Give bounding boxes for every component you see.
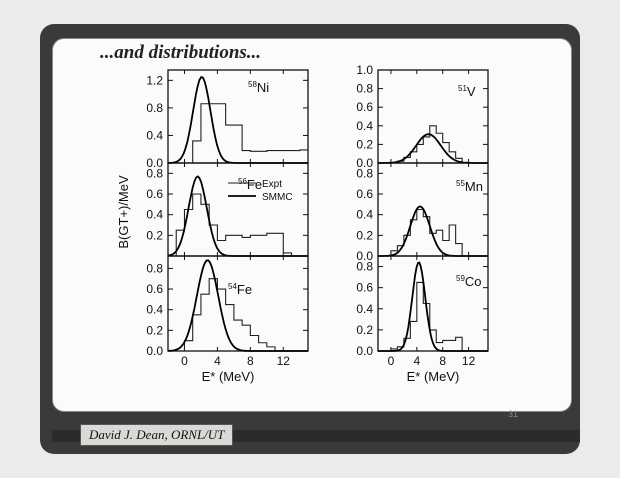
x-axis-label: E* (MeV) — [201, 369, 255, 384]
legend-expt-label: Expt — [262, 179, 283, 190]
y-tick-label: 0.4 — [146, 128, 163, 143]
y-tick-label: 0.8 — [356, 166, 373, 181]
y-tick-label: 0.0 — [356, 344, 373, 358]
y-tick-label: 0.4 — [146, 302, 163, 317]
plot-56Fe — [146, 163, 308, 256]
nucleus-label: $^{59}$Co — [456, 274, 482, 289]
smmc-curve — [378, 134, 488, 163]
x-tick-label: 12 — [461, 354, 476, 368]
y-tick-label: 0.8 — [356, 259, 373, 274]
x-tick-label: 8 — [439, 354, 447, 368]
plot-55Mn — [356, 163, 488, 263]
y-tick-label: 0.6 — [356, 187, 373, 201]
page-number: 31 — [508, 409, 519, 419]
x-tick-label: 0 — [387, 354, 395, 368]
plot-frame — [378, 256, 488, 351]
y-tick-label: 0.4 — [146, 207, 163, 222]
y-tick-label: 0.2 — [146, 323, 163, 338]
plot-54Fe — [146, 256, 308, 384]
x-tick-label: 12 — [276, 354, 290, 368]
y-tick-label: 0.6 — [146, 187, 163, 201]
y-tick-label: 0.8 — [356, 81, 373, 96]
y-tick-label: 1.2 — [146, 73, 163, 88]
x-tick-label: 4 — [413, 354, 421, 368]
y-tick-label: 0.4 — [356, 118, 373, 133]
expt-histogram — [391, 282, 462, 351]
slide-title: ...and distributions... — [100, 42, 262, 63]
y-tick-label: 0.6 — [356, 280, 373, 295]
y-tick-label: 1.0 — [356, 63, 373, 77]
nucleus-label: $^{55}$Mn — [456, 179, 483, 194]
footer-author: David J. Dean, ORNL/UT — [80, 424, 233, 446]
x-tick-label: 8 — [247, 354, 254, 368]
plot-58Ni — [146, 70, 308, 170]
y-tick-label: 0.6 — [356, 100, 373, 115]
y-axis-label: B(GT+)/MeV — [116, 175, 131, 249]
expt-histogram — [176, 194, 291, 256]
y-tick-label: 0.8 — [146, 166, 163, 181]
smmc-curve — [168, 176, 308, 256]
y-tick-label: 0.0 — [146, 344, 163, 358]
x-axis-label: E* (MeV) — [406, 369, 460, 384]
plot-59Co — [356, 256, 488, 384]
y-tick-label: 0.6 — [146, 282, 163, 297]
y-tick-label: 0.4 — [356, 207, 373, 222]
y-tick-label: 0.0 — [356, 249, 373, 263]
smmc-curve — [378, 207, 488, 257]
y-tick-label: 0.2 — [146, 228, 163, 243]
nucleus-label: $^{56}$Fe — [238, 177, 263, 192]
y-tick-label: 0.0 — [146, 156, 163, 170]
y-tick-label: 0.2 — [356, 137, 373, 152]
nucleus-label: $^{58}$Ni — [248, 80, 270, 95]
legend-smmc-label: SMMC — [262, 192, 293, 203]
plot-frame — [168, 256, 308, 351]
y-tick-label: 0.2 — [356, 228, 373, 243]
y-tick-label: 0.4 — [356, 301, 373, 316]
plot-51V — [356, 63, 488, 170]
plot-frame — [168, 70, 308, 163]
x-tick-label: 4 — [214, 354, 221, 368]
y-tick-label: 0.0 — [356, 156, 373, 170]
nucleus-label: $^{51}$V — [458, 84, 476, 99]
y-tick-label: 0.8 — [146, 261, 163, 276]
y-tick-label: 0.8 — [146, 100, 163, 115]
x-tick-label: 0 — [181, 354, 188, 368]
y-tick-label: 0.2 — [356, 322, 373, 337]
nucleus-label: $^{54}$Fe — [228, 282, 253, 297]
plot-frame — [378, 163, 488, 256]
smmc-curve — [168, 260, 308, 351]
